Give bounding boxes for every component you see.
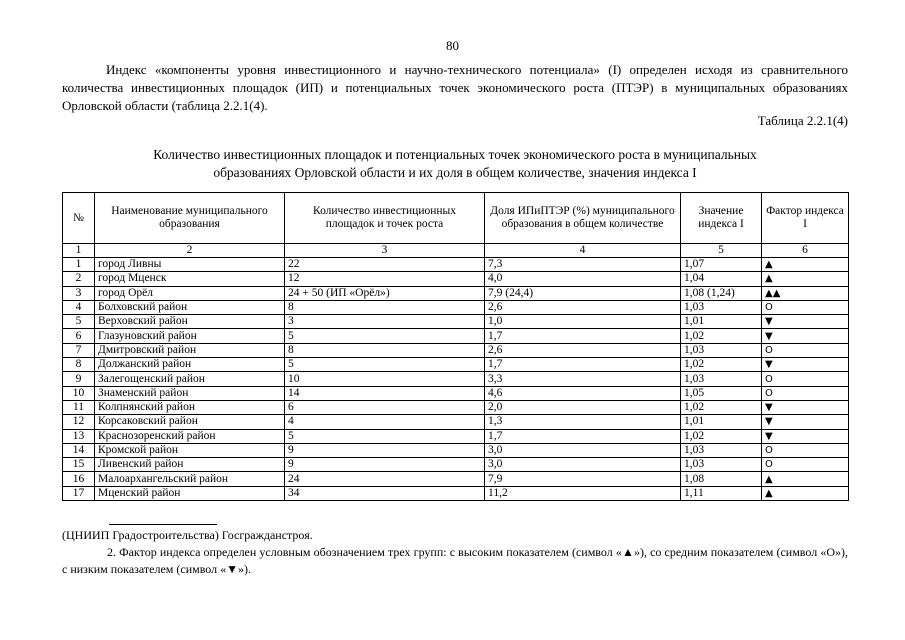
- footnote-2-block: [62, 544, 848, 578]
- cell-count: 34: [285, 486, 485, 500]
- cell-name: Корсаковский район: [95, 415, 285, 429]
- cell-value: 1,11: [681, 486, 762, 500]
- cell-share: 3,0: [485, 458, 681, 472]
- cell-count: 22: [285, 258, 485, 272]
- cell-name: Знаменский район: [95, 386, 285, 400]
- header-num: №: [63, 193, 95, 244]
- table-caption: [62, 146, 848, 182]
- cell-value: 1,05: [681, 386, 762, 400]
- cell-num: 12: [63, 415, 95, 429]
- column-number: 3: [285, 244, 485, 258]
- cell-num: 5: [63, 315, 95, 329]
- cell-factor: ▼: [762, 429, 849, 443]
- table-row: [63, 286, 849, 300]
- cell-num: 1: [63, 258, 95, 272]
- table-row: [63, 386, 849, 400]
- cell-name: Кромской район: [95, 443, 285, 457]
- cell-num: 4: [63, 300, 95, 314]
- table-row: [63, 415, 849, 429]
- cell-count: 3: [285, 315, 485, 329]
- cell-value: 1,02: [681, 400, 762, 414]
- cell-share: 1,7: [485, 358, 681, 372]
- cell-share: 1,7: [485, 329, 681, 343]
- cell-count: 8: [285, 300, 485, 314]
- cell-factor: ▲: [762, 258, 849, 272]
- cell-share: 4,6: [485, 386, 681, 400]
- page-number: 80: [446, 38, 459, 53]
- footnote-2: 2. Фактор индекса определен условным обозначением трех групп: с высоким показателем (символ «▲»), со средним показателем (символ «О»), с низким показателем (символ «▼»).: [62, 545, 848, 576]
- table-row: [63, 429, 849, 443]
- cell-count: 24 + 50 (ИП «Орёл»): [285, 286, 485, 300]
- table-row: [63, 458, 849, 472]
- cell-value: 1,01: [681, 315, 762, 329]
- cell-share: 1,0: [485, 315, 681, 329]
- cell-count: 5: [285, 358, 485, 372]
- caption-line-2: образованиях Орловской области и их доля в общем количестве, значения индекса I: [213, 165, 697, 180]
- cell-factor: O: [762, 343, 849, 357]
- column-number: 6: [762, 244, 849, 258]
- header-row: [63, 193, 849, 244]
- cell-share: 1,7: [485, 429, 681, 443]
- cell-value: 1,08: [681, 472, 762, 486]
- table-row: [63, 486, 849, 500]
- cell-num: 9: [63, 372, 95, 386]
- cell-num: 15: [63, 458, 95, 472]
- cell-count: 5: [285, 329, 485, 343]
- cell-factor: ▲: [762, 272, 849, 286]
- cell-name: город Мценск: [95, 272, 285, 286]
- cell-share: 2,0: [485, 400, 681, 414]
- cell-share: 2,6: [485, 343, 681, 357]
- header-name: Наименование муниципального образования: [95, 193, 285, 244]
- cell-value: 1,03: [681, 372, 762, 386]
- cell-factor: ▲: [762, 472, 849, 486]
- cell-name: Малоархангельский район: [95, 472, 285, 486]
- cell-count: 12: [285, 272, 485, 286]
- column-number: 1: [63, 244, 95, 258]
- table-row: [63, 343, 849, 357]
- column-number-row: [63, 244, 849, 258]
- cell-count: 9: [285, 443, 485, 457]
- cell-name: Залегощенский район: [95, 372, 285, 386]
- cell-count: 4: [285, 415, 485, 429]
- cell-share: 3,3: [485, 372, 681, 386]
- cell-name: город Ливны: [95, 258, 285, 272]
- cell-share: 4,0: [485, 272, 681, 286]
- cell-count: 9: [285, 458, 485, 472]
- cell-num: 8: [63, 358, 95, 372]
- table-row: [63, 258, 849, 272]
- column-number: 4: [485, 244, 681, 258]
- cell-value: 1,02: [681, 358, 762, 372]
- intro-text: Индекс «компоненты уровня инвестиционного и научно-технического потенциала» (I) определен исходя из сравнительного количества инвестиционных площадок (ИП) и потенциальных точек экономического роста (ПТЭР) в муниципальных образованиях Орловской области (таблица 2.2.1(4).: [62, 62, 848, 113]
- cell-name: город Орёл: [95, 286, 285, 300]
- table-row: [63, 443, 849, 457]
- cell-name: Глазуновский район: [95, 329, 285, 343]
- cell-count: 14: [285, 386, 485, 400]
- header-factor: Фактор индекса I: [762, 193, 849, 244]
- cell-share: 2,6: [485, 300, 681, 314]
- cell-num: 16: [63, 472, 95, 486]
- cell-factor: O: [762, 300, 849, 314]
- cell-name: Дмитровский район: [95, 343, 285, 357]
- table-row: [63, 358, 849, 372]
- footnote-1: (ЦНИИП Градостроительства) Госгражданстроя.: [62, 528, 313, 542]
- cell-factor: O: [762, 386, 849, 400]
- cell-share: 7,3: [485, 258, 681, 272]
- cell-factor: ▲▲: [762, 286, 849, 300]
- cell-name: Верховский район: [95, 315, 285, 329]
- cell-factor: O: [762, 372, 849, 386]
- cell-count: 10: [285, 372, 485, 386]
- cell-num: 17: [63, 486, 95, 500]
- cell-name: Болховский район: [95, 300, 285, 314]
- cell-share: 7,9: [485, 472, 681, 486]
- table-row: [63, 400, 849, 414]
- cell-value: 1,03: [681, 458, 762, 472]
- cell-num: 7: [63, 343, 95, 357]
- cell-count: 8: [285, 343, 485, 357]
- cell-value: 1,03: [681, 443, 762, 457]
- table-row: [63, 329, 849, 343]
- cell-factor: ▲: [762, 486, 849, 500]
- cell-num: 11: [63, 400, 95, 414]
- cell-value: 1,03: [681, 300, 762, 314]
- index-table: [62, 192, 849, 501]
- column-number: 5: [681, 244, 762, 258]
- column-number: 2: [95, 244, 285, 258]
- cell-value: 1,07: [681, 258, 762, 272]
- cell-count: 5: [285, 429, 485, 443]
- cell-factor: ▼: [762, 315, 849, 329]
- cell-factor: ▼: [762, 329, 849, 343]
- header-share: Доля ИПиПТЭР (%) муниципального образования в общем количестве: [485, 193, 681, 244]
- table-row: [63, 315, 849, 329]
- cell-count: 6: [285, 400, 485, 414]
- cell-name: Краснозоренский район: [95, 429, 285, 443]
- table-row: [63, 372, 849, 386]
- cell-name: Должанский район: [95, 358, 285, 372]
- cell-value: 1,02: [681, 329, 762, 343]
- cell-factor: O: [762, 458, 849, 472]
- cell-num: 10: [63, 386, 95, 400]
- cell-share: 7,9 (24,4): [485, 286, 681, 300]
- cell-name: Колпнянский район: [95, 400, 285, 414]
- table-row: [63, 472, 849, 486]
- cell-name: Ливенский район: [95, 458, 285, 472]
- cell-num: 14: [63, 443, 95, 457]
- cell-factor: ▼: [762, 415, 849, 429]
- cell-factor: O: [762, 443, 849, 457]
- cell-factor: ▼: [762, 400, 849, 414]
- cell-value: 1,02: [681, 429, 762, 443]
- intro-paragraph: [62, 61, 848, 115]
- table-number: Таблица 2.2.1(4): [757, 113, 848, 128]
- cell-num: 13: [63, 429, 95, 443]
- table-row: [63, 272, 849, 286]
- cell-share: 11,2: [485, 486, 681, 500]
- table-row: [63, 300, 849, 314]
- cell-count: 24: [285, 472, 485, 486]
- cell-share: 3,0: [485, 443, 681, 457]
- cell-num: 2: [63, 272, 95, 286]
- cell-value: 1,01: [681, 415, 762, 429]
- cell-share: 1,3: [485, 415, 681, 429]
- cell-value: 1,08 (1,24): [681, 286, 762, 300]
- cell-num: 3: [63, 286, 95, 300]
- caption-line-1: Количество инвестиционных площадок и потенциальных точек экономического роста в муниципальных: [153, 147, 757, 162]
- cell-num: 6: [63, 329, 95, 343]
- header-count: Количество инвестиционных площадок и точек роста: [285, 193, 485, 244]
- cell-factor: ▼: [762, 358, 849, 372]
- cell-value: 1,03: [681, 343, 762, 357]
- header-value: Значение индекса I: [681, 193, 762, 244]
- footnote-divider: [109, 524, 217, 525]
- cell-value: 1,04: [681, 272, 762, 286]
- cell-name: Мценский район: [95, 486, 285, 500]
